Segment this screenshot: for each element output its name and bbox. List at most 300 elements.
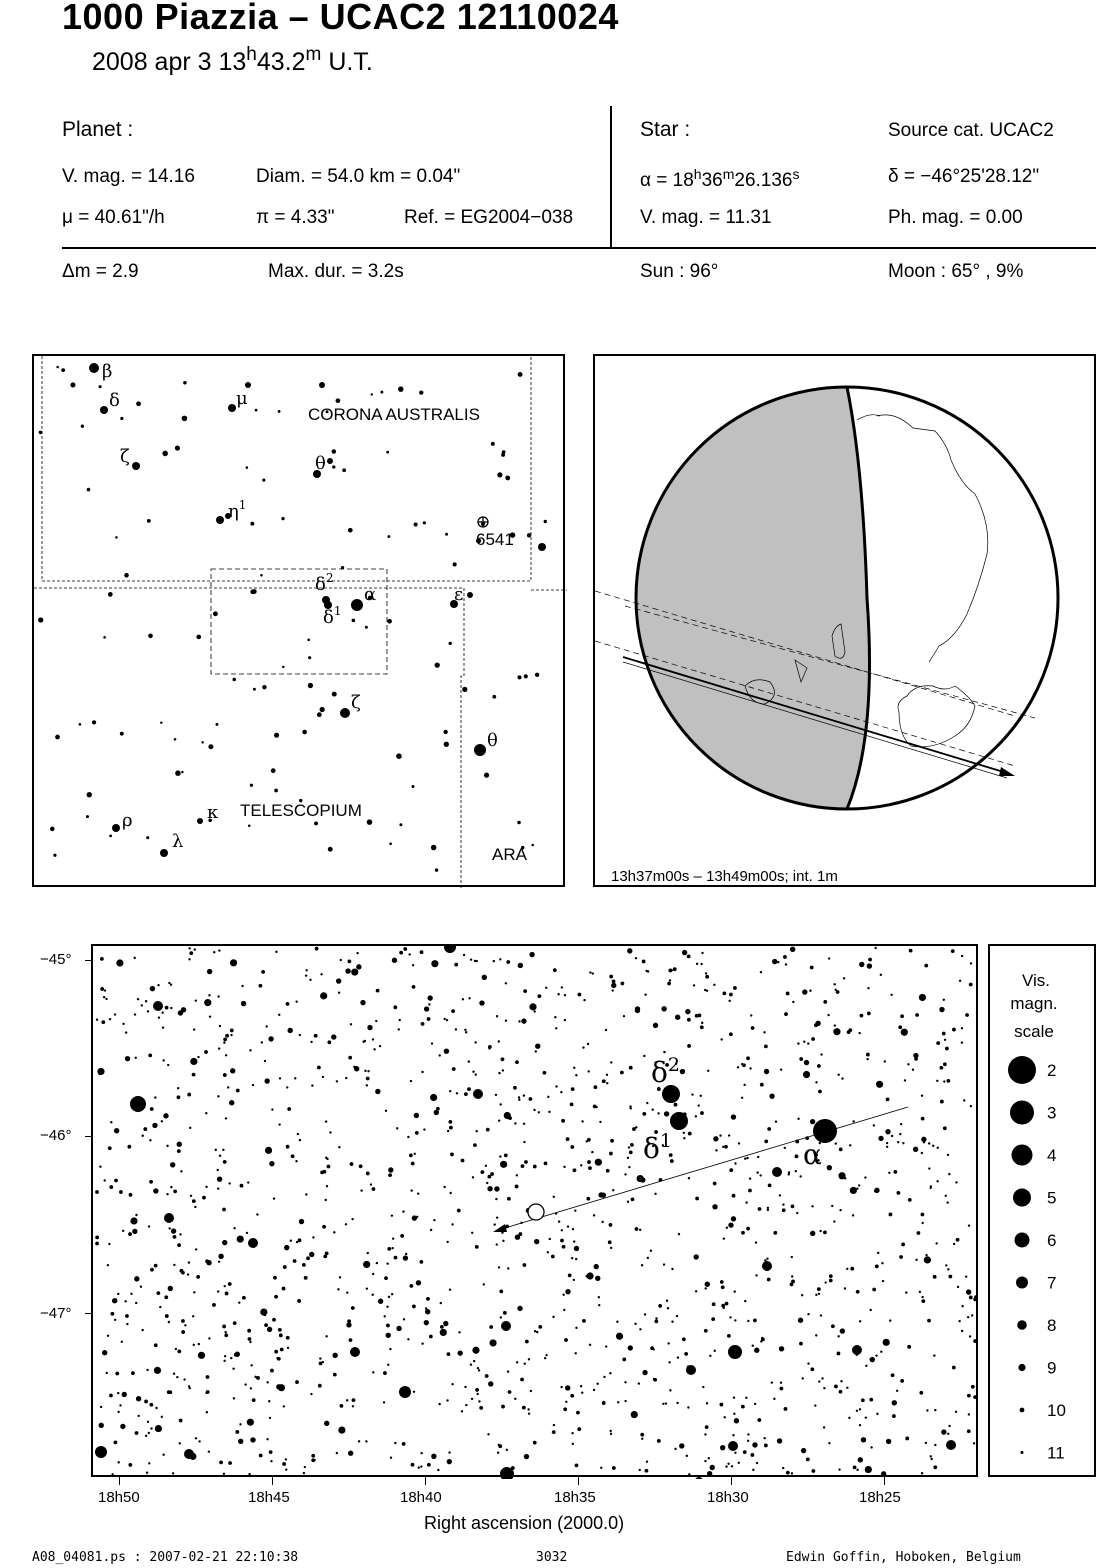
- chart-star: [222, 1325, 226, 1329]
- scale-dot: [1020, 1408, 1025, 1413]
- chart-star: [536, 1331, 538, 1333]
- chart-star: [168, 1286, 173, 1291]
- chart-star: [286, 1145, 290, 1149]
- chart-star: [224, 1355, 226, 1357]
- info-vertical-divider: [610, 106, 612, 248]
- chart-star: [444, 1048, 449, 1053]
- chart-star: [149, 1139, 151, 1141]
- chart-star: [588, 1166, 592, 1170]
- chart-star: [249, 1341, 251, 1343]
- chart-star: [393, 1005, 397, 1009]
- chart-star: [148, 1462, 150, 1464]
- chart-star: [310, 1393, 312, 1395]
- chart-star: [667, 982, 671, 986]
- chart-star: [553, 1424, 555, 1426]
- chart-star: [919, 1391, 923, 1395]
- chart-star: [611, 989, 613, 991]
- chart-star: [452, 1067, 456, 1071]
- chart-star: [417, 1192, 419, 1194]
- finder-star: [197, 818, 203, 824]
- chart-star: [612, 1189, 614, 1191]
- chart-star: [720, 1038, 722, 1040]
- chart-star: [875, 1264, 879, 1268]
- chart-star: [501, 1405, 505, 1409]
- chart-star: [264, 1314, 266, 1316]
- finder-star: [70, 382, 75, 387]
- finder-star: [517, 821, 521, 825]
- chart-star: [782, 1208, 786, 1212]
- chart-star: [104, 989, 106, 991]
- chart-star: [680, 1069, 685, 1074]
- chart-star: [208, 994, 210, 996]
- chart-star: [534, 1330, 536, 1332]
- chart-star: [230, 1068, 235, 1073]
- chart-star: [230, 959, 237, 966]
- scale-label: 4: [1047, 1146, 1057, 1165]
- chart-star: [427, 995, 432, 1000]
- chart-star: [176, 1376, 178, 1378]
- chart-star: [498, 1444, 502, 1448]
- chart-star: [671, 1320, 673, 1322]
- chart-star: [595, 1159, 602, 1166]
- chart-star: [358, 1440, 360, 1442]
- chart-star: [575, 1463, 579, 1467]
- chart-star: [154, 1367, 161, 1374]
- chart-star: [581, 1120, 583, 1122]
- chart-star: [153, 1001, 163, 1011]
- chart-star: [839, 1147, 843, 1151]
- chart-star: [388, 1296, 390, 1298]
- chart-star: [628, 1166, 630, 1168]
- chart-star: [947, 1154, 949, 1156]
- chart-star: [928, 1167, 930, 1169]
- chart-star: [780, 1382, 782, 1384]
- asteroid-position-marker: [528, 1204, 544, 1220]
- chart-star: [944, 1039, 946, 1041]
- chart-star: [234, 1353, 238, 1357]
- chart-star: [108, 1146, 112, 1150]
- chart-star: [283, 1265, 287, 1269]
- finder-star: [271, 768, 276, 773]
- chart-star: [320, 1170, 324, 1174]
- chart-star: [609, 975, 613, 979]
- finder-star: [262, 479, 265, 482]
- chart-star: [514, 1122, 516, 1124]
- chart-star: [244, 1383, 246, 1385]
- chart-star: [194, 1206, 196, 1208]
- scale-label: 11: [1047, 1443, 1065, 1463]
- chart-star: [631, 1197, 635, 1201]
- chart-star: [158, 1016, 160, 1018]
- chart-star: [622, 1357, 626, 1361]
- chart-star: [177, 1349, 181, 1353]
- label-theta: θ: [315, 453, 326, 474]
- chart-star: [421, 1071, 423, 1073]
- chart-star: [609, 1372, 611, 1374]
- finder-star: [216, 516, 224, 524]
- chart-star: [968, 1224, 970, 1226]
- chart-star: [720, 1445, 725, 1450]
- finder-star: [474, 744, 486, 756]
- chart-star: [763, 1031, 765, 1033]
- chart-star: [737, 1066, 739, 1068]
- chart-star: [336, 978, 341, 983]
- chart-star: [840, 1328, 845, 1333]
- chart-star: [259, 984, 263, 988]
- chart-star: [282, 1462, 286, 1466]
- chart-star: [168, 1390, 172, 1394]
- chart-star: [848, 1028, 852, 1032]
- finder-star: [274, 733, 279, 738]
- chart-star: [905, 1437, 909, 1441]
- chart-star: [758, 1207, 762, 1211]
- chart-star: [583, 999, 585, 1001]
- chart-star: [820, 1053, 822, 1055]
- chart-star: [394, 1442, 396, 1444]
- chart-star: [744, 1300, 746, 1302]
- chart-star: [683, 1132, 685, 1134]
- chart-star: [252, 1084, 254, 1086]
- chart-star: [782, 1467, 784, 1469]
- label-lambda: λ: [172, 831, 184, 852]
- chart-star: [844, 1177, 846, 1179]
- label-epsilon: ε: [454, 584, 464, 605]
- chart-star: [111, 1312, 115, 1316]
- chart-star: [823, 1230, 827, 1234]
- chart-star: [849, 1144, 851, 1146]
- chart-star: [190, 1058, 197, 1065]
- chart-star: [743, 1450, 747, 1454]
- finder-star: [387, 619, 392, 624]
- chart-star: [586, 1197, 590, 1201]
- chart-star: [333, 1373, 337, 1377]
- chart-star: [850, 1267, 854, 1271]
- chart-star: [229, 1100, 234, 1105]
- chart-star: [157, 984, 159, 986]
- chart-star: [476, 1130, 478, 1132]
- chart-star: [193, 1028, 195, 1030]
- chart-star: [391, 1247, 393, 1249]
- chart-star: [713, 1136, 718, 1141]
- chart-star: [837, 1335, 839, 1337]
- chart-star: [109, 1018, 111, 1020]
- chart-star: [870, 1358, 872, 1360]
- chart-star: [570, 1102, 574, 1106]
- chart-star: [775, 1121, 777, 1123]
- chart-star: [725, 1465, 727, 1467]
- chart-star: [198, 1352, 205, 1359]
- chart-star: [470, 1363, 472, 1365]
- chart-star: [386, 1262, 388, 1264]
- finder-star: [342, 468, 346, 472]
- chart-star: [403, 1255, 408, 1260]
- chart-star: [738, 1462, 740, 1464]
- finder-star: [336, 398, 341, 403]
- chart-star: [831, 1205, 833, 1207]
- chart-star: [522, 1263, 526, 1267]
- chart-star: [293, 1259, 297, 1263]
- chart-star: [562, 1294, 564, 1296]
- chart-star: [561, 1229, 563, 1231]
- chart-star: [399, 951, 403, 955]
- chart-star: [801, 1448, 806, 1453]
- chart-star: [230, 1357, 232, 1359]
- chart-star: [705, 1425, 709, 1429]
- chart-star: [463, 954, 465, 956]
- chart-star: [571, 1257, 573, 1259]
- chart-star: [516, 1174, 518, 1176]
- chart-star: [386, 1306, 388, 1308]
- chart-star: [219, 1025, 221, 1027]
- chart-star: [790, 1282, 794, 1286]
- chart-star: [451, 1009, 455, 1013]
- chart-star: [955, 1411, 957, 1413]
- chart-star: [635, 1006, 640, 1011]
- chart-star: [443, 1321, 448, 1326]
- chart-star: [493, 960, 495, 962]
- chart-star: [575, 1074, 577, 1076]
- chart-star: [196, 1275, 200, 1279]
- chart-star: [620, 1071, 624, 1075]
- chart-star: [667, 1342, 669, 1344]
- chart-star: [650, 1250, 652, 1252]
- chart-star: [746, 1056, 750, 1060]
- chart-star: [909, 949, 913, 953]
- finder-star: [386, 451, 389, 454]
- chart-star: [542, 1071, 546, 1075]
- chart-star: [429, 1335, 433, 1339]
- ra-tick-mark-1830: [731, 1477, 732, 1485]
- chart-star: [691, 1093, 693, 1095]
- chart-star: [379, 1045, 381, 1047]
- chart-star: [392, 1237, 394, 1239]
- chart-star: [846, 1387, 848, 1389]
- chart-star: [248, 1238, 258, 1248]
- chart-star: [306, 1256, 310, 1260]
- chart-star: [233, 1321, 237, 1325]
- chart-star: [704, 1329, 708, 1333]
- chart-star: [430, 1094, 437, 1101]
- finder-star: [175, 770, 181, 776]
- chart-star: [869, 1398, 873, 1402]
- chart-star: [448, 1120, 452, 1124]
- chart-star: [470, 958, 472, 960]
- chart-star: [693, 1254, 698, 1259]
- chart-star: [921, 1299, 925, 1303]
- chart-star: [930, 1455, 932, 1457]
- chart-star: [811, 1469, 815, 1473]
- chart-star: [278, 1328, 282, 1332]
- chart-star: [336, 1080, 338, 1082]
- dec-tick-mark-47: [85, 1313, 93, 1314]
- chart-star: [468, 997, 470, 999]
- detail-star-chart-svg: [93, 946, 980, 1479]
- chart-star: [286, 1002, 290, 1006]
- chart-star: [262, 1311, 264, 1313]
- chart-star: [711, 1317, 715, 1321]
- chart-star: [785, 963, 787, 965]
- chart-star: [448, 1451, 450, 1453]
- chart-star: [835, 1142, 837, 1144]
- label-rho: ρ: [122, 810, 133, 831]
- chart-star: [499, 1103, 501, 1105]
- chart-star: [473, 1143, 477, 1147]
- chart-star: [206, 1411, 208, 1413]
- chart-star: [483, 1283, 485, 1285]
- chart-star: [386, 1333, 391, 1338]
- page-title: 1000 Piazzia – UCAC2 12110024: [62, 0, 619, 37]
- chart-star: [900, 1014, 904, 1018]
- chart-star: [177, 1149, 181, 1153]
- chart-star: [99, 1423, 104, 1428]
- chart-star: [886, 1097, 890, 1101]
- chart-star: [748, 1189, 752, 1193]
- chart-star: [755, 1241, 757, 1243]
- chart-star: [419, 1260, 423, 1264]
- finder-star: [181, 771, 183, 773]
- chart-star: [886, 1142, 888, 1144]
- chart-star: [383, 1371, 387, 1375]
- chart-star: [575, 1258, 577, 1260]
- chart-star: [403, 947, 407, 951]
- finder-star: [201, 741, 203, 743]
- chart-star: [189, 1453, 196, 1460]
- finder-star: [517, 675, 521, 679]
- chart-star: [383, 1401, 385, 1403]
- chart-star: [127, 1145, 131, 1149]
- finder-star: [419, 390, 423, 394]
- chart-star: [801, 1377, 803, 1379]
- chart-star: [557, 993, 559, 995]
- chart-star: [782, 1203, 784, 1205]
- chart-star: [833, 1028, 840, 1035]
- scale-dot: [1021, 1451, 1024, 1454]
- chart-star: [363, 1261, 370, 1268]
- chart-star: [757, 1156, 759, 1158]
- chart-star: [318, 1384, 322, 1388]
- chart-star: [631, 1411, 638, 1418]
- chart-star: [367, 1252, 369, 1254]
- chart-star: [252, 1398, 256, 1402]
- chart-star: [446, 1352, 450, 1356]
- chart-star: [233, 1397, 235, 1399]
- chart-star: [336, 1452, 338, 1454]
- finder-star: [282, 666, 285, 669]
- chart-star: [276, 1357, 278, 1359]
- chart-star: [192, 1073, 196, 1077]
- chart-star: [853, 1465, 857, 1469]
- chart-star: [815, 1294, 817, 1296]
- chart-star: [193, 1291, 195, 1293]
- chart-star: [479, 1406, 483, 1410]
- finder-star: [255, 409, 258, 412]
- chart-star: [102, 1350, 107, 1355]
- chart-star: [403, 1318, 405, 1320]
- chart-star: [473, 1360, 475, 1362]
- chart-star: [723, 1237, 725, 1239]
- chart-star: [286, 1086, 288, 1088]
- ra-tick-1840: 18h40: [400, 1489, 442, 1506]
- chart-star: [752, 1442, 757, 1447]
- chart-star: [162, 1026, 164, 1028]
- chart-star: [366, 1287, 368, 1289]
- chart-star: [779, 1387, 783, 1391]
- chart-star: [489, 1325, 493, 1329]
- chart-star: [807, 1362, 809, 1364]
- y-axis-label: [0, 1130, 1, 1291]
- ra-tick-mark-1845: [272, 1477, 273, 1485]
- chart-star: [687, 1018, 691, 1022]
- chart-star: [685, 1009, 690, 1014]
- chart-star: [961, 1041, 963, 1043]
- chart-star: [266, 1381, 268, 1383]
- chart-star: [142, 1135, 144, 1137]
- chart-star: [896, 1191, 900, 1195]
- chart-star: [549, 1238, 551, 1240]
- chart-star: [181, 1319, 185, 1323]
- chart-star: [150, 1107, 154, 1111]
- chart-star: [137, 1415, 139, 1417]
- chart-star: [533, 1441, 537, 1445]
- chart-star: [970, 1105, 972, 1107]
- chart-star: [467, 1087, 471, 1091]
- chart-star: [695, 1115, 697, 1117]
- chart-star: [827, 1014, 829, 1016]
- chart-star: [815, 1334, 817, 1336]
- chart-star: [498, 1040, 500, 1042]
- chart-star: [570, 1145, 574, 1149]
- chart-star: [189, 1127, 191, 1129]
- chart-star: [378, 1299, 383, 1304]
- chart-star: [630, 1107, 632, 1109]
- chart-star: [501, 1057, 505, 1061]
- cluster-6541-icon: [478, 517, 488, 527]
- chart-star: [524, 1454, 529, 1459]
- chart-star: [624, 1381, 626, 1383]
- chart-star: [970, 962, 972, 964]
- chart-star: [141, 1004, 143, 1006]
- dec-tick-46: −46°: [40, 1127, 72, 1144]
- chart-star: [520, 1378, 524, 1382]
- chart-star: [732, 1434, 734, 1436]
- chart-star: [386, 1324, 390, 1328]
- chart-star: [259, 1454, 263, 1458]
- chart-star: [217, 1169, 219, 1171]
- chart-star: [241, 985, 243, 987]
- scale-dot: [1012, 1145, 1033, 1166]
- chart-star: [114, 1319, 116, 1321]
- chart-star: [839, 1390, 843, 1394]
- chart-star: [818, 1090, 822, 1094]
- chart-star: [589, 1344, 591, 1346]
- finder-star: [160, 721, 162, 723]
- chart-star: [553, 1196, 555, 1198]
- finder-star: [87, 792, 92, 797]
- chart-star: [933, 1354, 935, 1356]
- chart-star: [474, 1041, 476, 1043]
- label-eta1: $\eta^1$: [228, 498, 247, 522]
- chart-star: [664, 1111, 669, 1116]
- chart-star: [394, 1256, 398, 1260]
- chart-star: [676, 1402, 678, 1404]
- chart-star: [177, 1243, 181, 1247]
- chart-star: [376, 989, 380, 993]
- chart-star: [159, 1306, 161, 1308]
- chart-star: [934, 1409, 936, 1411]
- chart-star: [759, 1174, 761, 1176]
- chart-star: [728, 1000, 730, 1002]
- chart-star: [168, 982, 170, 984]
